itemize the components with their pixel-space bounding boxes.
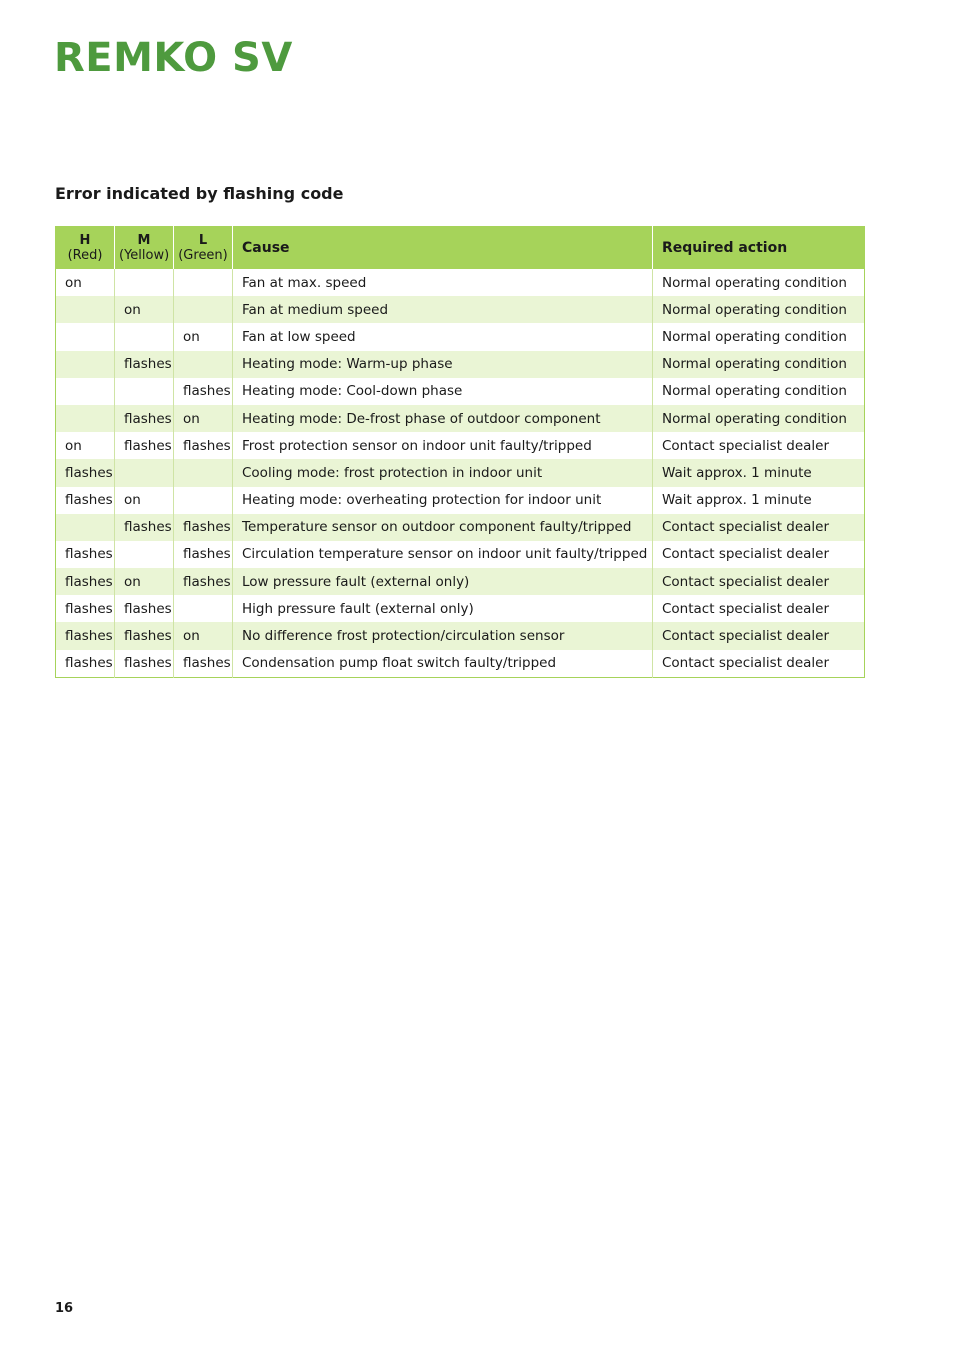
cell-led-l: flashes	[174, 432, 233, 459]
cell-action: Normal operating condition	[653, 378, 865, 405]
cell-led-l: flashes	[174, 514, 233, 541]
cell-action: Contact specialist dealer	[653, 568, 865, 595]
cell-led-h: flashes	[56, 459, 115, 486]
table-row	[56, 296, 865, 323]
cell-led-m	[115, 269, 174, 296]
flashing-code-table	[55, 226, 865, 678]
cell-led-l	[174, 487, 233, 514]
cell-led-m	[115, 323, 174, 350]
cell-action: Normal operating condition	[653, 296, 865, 323]
cell-cause: Fan at medium speed	[233, 296, 653, 323]
cell-led-h	[56, 514, 115, 541]
cell-cause: Heating mode: De-frost phase of outdoor component	[233, 405, 653, 432]
cell-cause: Heating mode: Cool-down phase	[233, 378, 653, 405]
table-row	[56, 459, 865, 486]
cell-led-l	[174, 296, 233, 323]
cell-led-h	[56, 405, 115, 432]
cell-cause: Heating mode: overheating protection for indoor unit	[233, 487, 653, 514]
cell-action: Wait approx. 1 minute	[653, 487, 865, 514]
cell-led-m: flashes	[115, 622, 174, 649]
cell-led-m: flashes	[115, 405, 174, 432]
cell-action: Normal operating condition	[653, 323, 865, 350]
header-led-l-letter: L	[198, 233, 208, 248]
cell-led-l	[174, 459, 233, 486]
cell-cause: Condensation pump float switch faulty/tripped	[233, 650, 653, 678]
cell-cause: No difference frost protection/circulation sensor	[233, 622, 653, 649]
cell-led-m	[115, 378, 174, 405]
cell-cause: Circulation temperature sensor on indoor unit faulty/tripped	[233, 541, 653, 568]
header-led-l-color: (Green)	[178, 248, 228, 263]
cell-led-h: flashes	[56, 650, 115, 678]
header-row	[56, 227, 865, 270]
table-row	[56, 568, 865, 595]
cell-action: Contact specialist dealer	[653, 514, 865, 541]
cell-led-l	[174, 269, 233, 296]
cell-led-l: flashes	[174, 541, 233, 568]
header-led-h-letter: H	[79, 233, 91, 248]
table-row	[56, 405, 865, 432]
cell-led-m: flashes	[115, 351, 174, 378]
cell-led-m: on	[115, 487, 174, 514]
cell-led-l	[174, 595, 233, 622]
table-row	[56, 541, 865, 568]
cell-led-l: on	[174, 622, 233, 649]
cell-cause: Frost protection sensor on indoor unit faulty/tripped	[233, 432, 653, 459]
cell-action: Wait approx. 1 minute	[653, 459, 865, 486]
cell-action: Contact specialist dealer	[653, 622, 865, 649]
cell-led-m: flashes	[115, 432, 174, 459]
table-row	[56, 650, 865, 678]
header-led-h-color: (Red)	[67, 248, 103, 263]
table-row	[56, 514, 865, 541]
cell-led-m: flashes	[115, 650, 174, 678]
table-row	[56, 269, 865, 296]
cell-action: Normal operating condition	[653, 269, 865, 296]
cell-led-l: flashes	[174, 378, 233, 405]
cell-led-l: flashes	[174, 568, 233, 595]
header-led-m-color: (Yellow)	[119, 248, 170, 263]
brand-title: REMKO SV	[54, 35, 293, 81]
cell-led-l: on	[174, 405, 233, 432]
cell-cause: Temperature sensor on outdoor component faulty/tripped	[233, 514, 653, 541]
cell-cause: Cooling mode: frost protection in indoor unit	[233, 459, 653, 486]
header-cause: Cause	[233, 227, 653, 270]
cell-led-h	[56, 323, 115, 350]
cell-cause: Fan at max. speed	[233, 269, 653, 296]
cell-led-h: flashes	[56, 622, 115, 649]
cell-led-h	[56, 351, 115, 378]
cell-led-h: on	[56, 432, 115, 459]
header-led-h	[56, 227, 115, 270]
cell-led-h: on	[56, 269, 115, 296]
cell-cause: Fan at low speed	[233, 323, 653, 350]
cell-cause: Low pressure fault (external only)	[233, 568, 653, 595]
cell-action: Contact specialist dealer	[653, 595, 865, 622]
table-row	[56, 378, 865, 405]
table-header	[56, 227, 865, 270]
cell-action: Contact specialist dealer	[653, 650, 865, 678]
cell-led-m: on	[115, 568, 174, 595]
cell-led-h: flashes	[56, 568, 115, 595]
header-led-m-letter: M	[137, 233, 151, 248]
cell-led-l: on	[174, 323, 233, 350]
cell-led-l	[174, 351, 233, 378]
header-led-m	[115, 227, 174, 270]
cell-action: Normal operating condition	[653, 405, 865, 432]
cell-led-m: flashes	[115, 595, 174, 622]
cell-cause: Heating mode: Warm-up phase	[233, 351, 653, 378]
cell-led-m	[115, 459, 174, 486]
cell-led-h	[56, 378, 115, 405]
cell-led-l: flashes	[174, 650, 233, 678]
cell-action: Contact specialist dealer	[653, 541, 865, 568]
table-row	[56, 351, 865, 378]
cell-led-m	[115, 541, 174, 568]
header-action: Required action	[653, 227, 865, 270]
table-row	[56, 323, 865, 350]
cell-action: Normal operating condition	[653, 351, 865, 378]
table-row	[56, 432, 865, 459]
cell-led-h: flashes	[56, 541, 115, 568]
table-body	[56, 269, 865, 677]
page-number: 16	[55, 1301, 74, 1316]
cell-led-h: flashes	[56, 595, 115, 622]
table-row	[56, 622, 865, 649]
header-led-l	[174, 227, 233, 270]
cell-led-h: flashes	[56, 487, 115, 514]
cell-led-m: on	[115, 296, 174, 323]
table-row	[56, 595, 865, 622]
cell-led-m: flashes	[115, 514, 174, 541]
cell-led-h	[56, 296, 115, 323]
section-heading: Error indicated by flashing code	[55, 184, 344, 203]
cell-action: Contact specialist dealer	[653, 432, 865, 459]
cell-cause: High pressure fault (external only)	[233, 595, 653, 622]
table-row	[56, 487, 865, 514]
